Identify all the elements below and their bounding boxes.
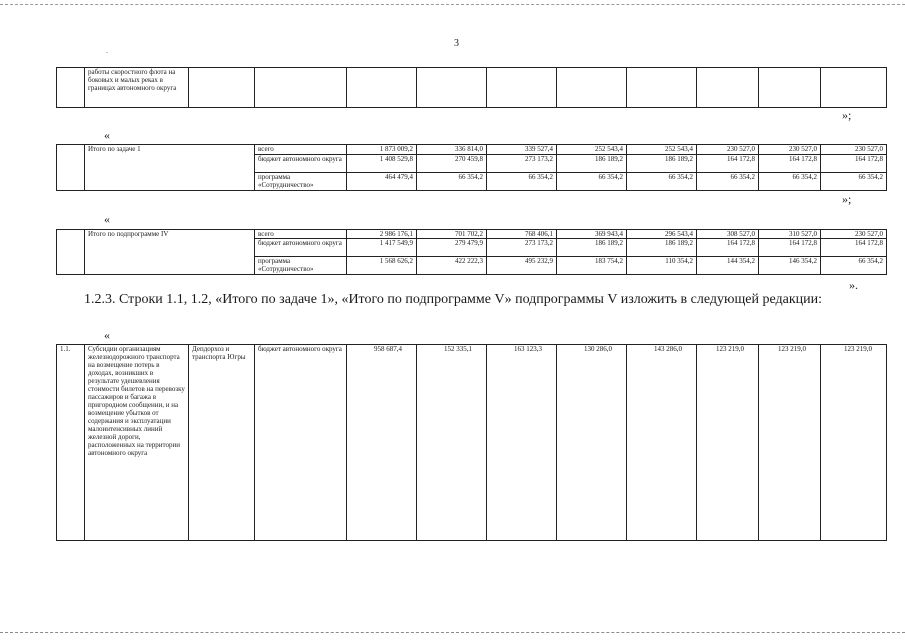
value-cell: 123 219,0 [759, 345, 821, 541]
closing-quote-semicolon: »; [842, 192, 852, 206]
value-cell: 495 232,9 [487, 257, 557, 275]
value-cell: 183 754,2 [557, 257, 627, 275]
value-cell: 164 172,8 [821, 155, 887, 173]
opening-quote: « [104, 328, 110, 342]
funding-source: бюджет автономного округа [255, 345, 347, 541]
value-cell: 230 527,0 [821, 145, 887, 155]
table-row [57, 145, 887, 155]
funding-label: программа «Сотрудничество» [255, 173, 347, 191]
value-cell: 66 354,2 [821, 173, 887, 191]
table-new-row [56, 344, 887, 541]
value-cell: 164 172,8 [697, 155, 759, 173]
value-cell: 422 222,3 [417, 257, 487, 275]
value-cell: 369 943,4 [557, 230, 627, 239]
value-cell: 186 189,2 [627, 239, 697, 257]
row-name: Итого по задаче 1 [85, 145, 255, 191]
value-cell: 144 354,2 [697, 257, 759, 275]
value-cell: 1 873 009,2 [347, 145, 417, 155]
closing-quote-semicolon: »; [842, 108, 852, 122]
value-cell: 273 173,2 [487, 155, 557, 173]
funding-label: всего [255, 145, 347, 155]
value-cell: 66 354,2 [627, 173, 697, 191]
value-cell: 273 173,2 [487, 239, 557, 257]
opening-quote: « [104, 212, 110, 226]
value-cell: 123 219,0 [697, 345, 759, 541]
value-cell: 230 527,0 [759, 145, 821, 155]
value-cell: 186 189,2 [557, 239, 627, 257]
value-cell: 339 527,4 [487, 145, 557, 155]
table-continuation [56, 67, 887, 108]
scan-speck: . [106, 46, 108, 55]
row-name: Субсидии организациям железнодорожного транспорта на возмещение потерь в доходах, возникших в результате удешевления стоимости билетов на перевозку пассажиров и багажа в пригородном сообщении, и на возмещение убытков от содержания и эксплуатации малоинтенсивных линий железной дороги, расположенных на территории автономного округа [85, 345, 189, 541]
value-cell: 66 354,2 [557, 173, 627, 191]
value-cell: 130 286,0 [557, 345, 627, 541]
value-cell: 252 543,4 [627, 145, 697, 155]
value-cell: 66 354,2 [487, 173, 557, 191]
value-cell: 66 354,2 [759, 173, 821, 191]
value-cell: 1 408 529,8 [347, 155, 417, 173]
table-row [57, 345, 887, 541]
value-cell: 230 527,0 [697, 145, 759, 155]
row-name: Итого по подпрограмме IV [85, 230, 255, 275]
value-cell: 279 479,9 [417, 239, 487, 257]
value-cell: 230 527,0 [821, 230, 887, 239]
value-cell: 66 354,2 [821, 257, 887, 275]
value-cell: 164 172,8 [759, 239, 821, 257]
value-cell: 252 543,4 [557, 145, 627, 155]
table-subprogram-total [56, 229, 887, 275]
value-cell: 152 335,1 [417, 345, 487, 541]
value-cell: 146 354,2 [759, 257, 821, 275]
value-cell: 308 527,0 [697, 230, 759, 239]
scan-top-edge [0, 4, 905, 5]
value-cell: 123 219,0 [821, 345, 887, 541]
value-cell: 110 354,2 [627, 257, 697, 275]
value-cell: 768 406,1 [487, 230, 557, 239]
scan-bottom-edge [0, 632, 905, 633]
value-cell: 66 354,2 [417, 173, 487, 191]
page-number: 3 [454, 38, 459, 49]
table-row [57, 68, 887, 108]
funding-label: бюджет автономного округа [255, 239, 347, 257]
value-cell: 186 189,2 [627, 155, 697, 173]
value-cell: 66 354,2 [697, 173, 759, 191]
executor: Депдорхоз и транспорта Югры [189, 345, 255, 541]
amendment-paragraph: 1.2.3. Строки 1.1, 1.2, «Итого по задаче 1», «Итого по подпрограмме V» подпрограммы V изложить в следующей редакции: [84, 292, 822, 307]
value-cell: 164 172,8 [759, 155, 821, 173]
row-number: 1.1. [57, 345, 85, 541]
closing-quote-dot: ». [849, 278, 858, 292]
funding-label: бюджет автономного округа [255, 155, 347, 173]
value-cell: 2 986 176,1 [347, 230, 417, 239]
value-cell: 270 459,8 [417, 155, 487, 173]
value-cell: 164 172,8 [697, 239, 759, 257]
value-cell: 701 702,2 [417, 230, 487, 239]
value-cell: 1 417 549,9 [347, 239, 417, 257]
table-row [57, 230, 887, 239]
opening-quote: « [104, 128, 110, 142]
value-cell: 186 189,2 [557, 155, 627, 173]
funding-label: всего [255, 230, 347, 239]
value-cell: 958 687,4 [347, 345, 417, 541]
value-cell: 163 123,3 [487, 345, 557, 541]
value-cell: 296 543,4 [627, 230, 697, 239]
value-cell: 310 527,0 [759, 230, 821, 239]
value-cell: 143 286,0 [627, 345, 697, 541]
row-name: работы скоростного флота на боковых и малых реках в границах автономного округа [85, 68, 189, 108]
value-cell: 464 479,4 [347, 173, 417, 191]
value-cell: 164 172,8 [821, 239, 887, 257]
value-cell: 1 568 626,2 [347, 257, 417, 275]
funding-label: программа «Сотрудничество» [255, 257, 347, 275]
table-task-total [56, 144, 887, 191]
value-cell: 336 814,0 [417, 145, 487, 155]
